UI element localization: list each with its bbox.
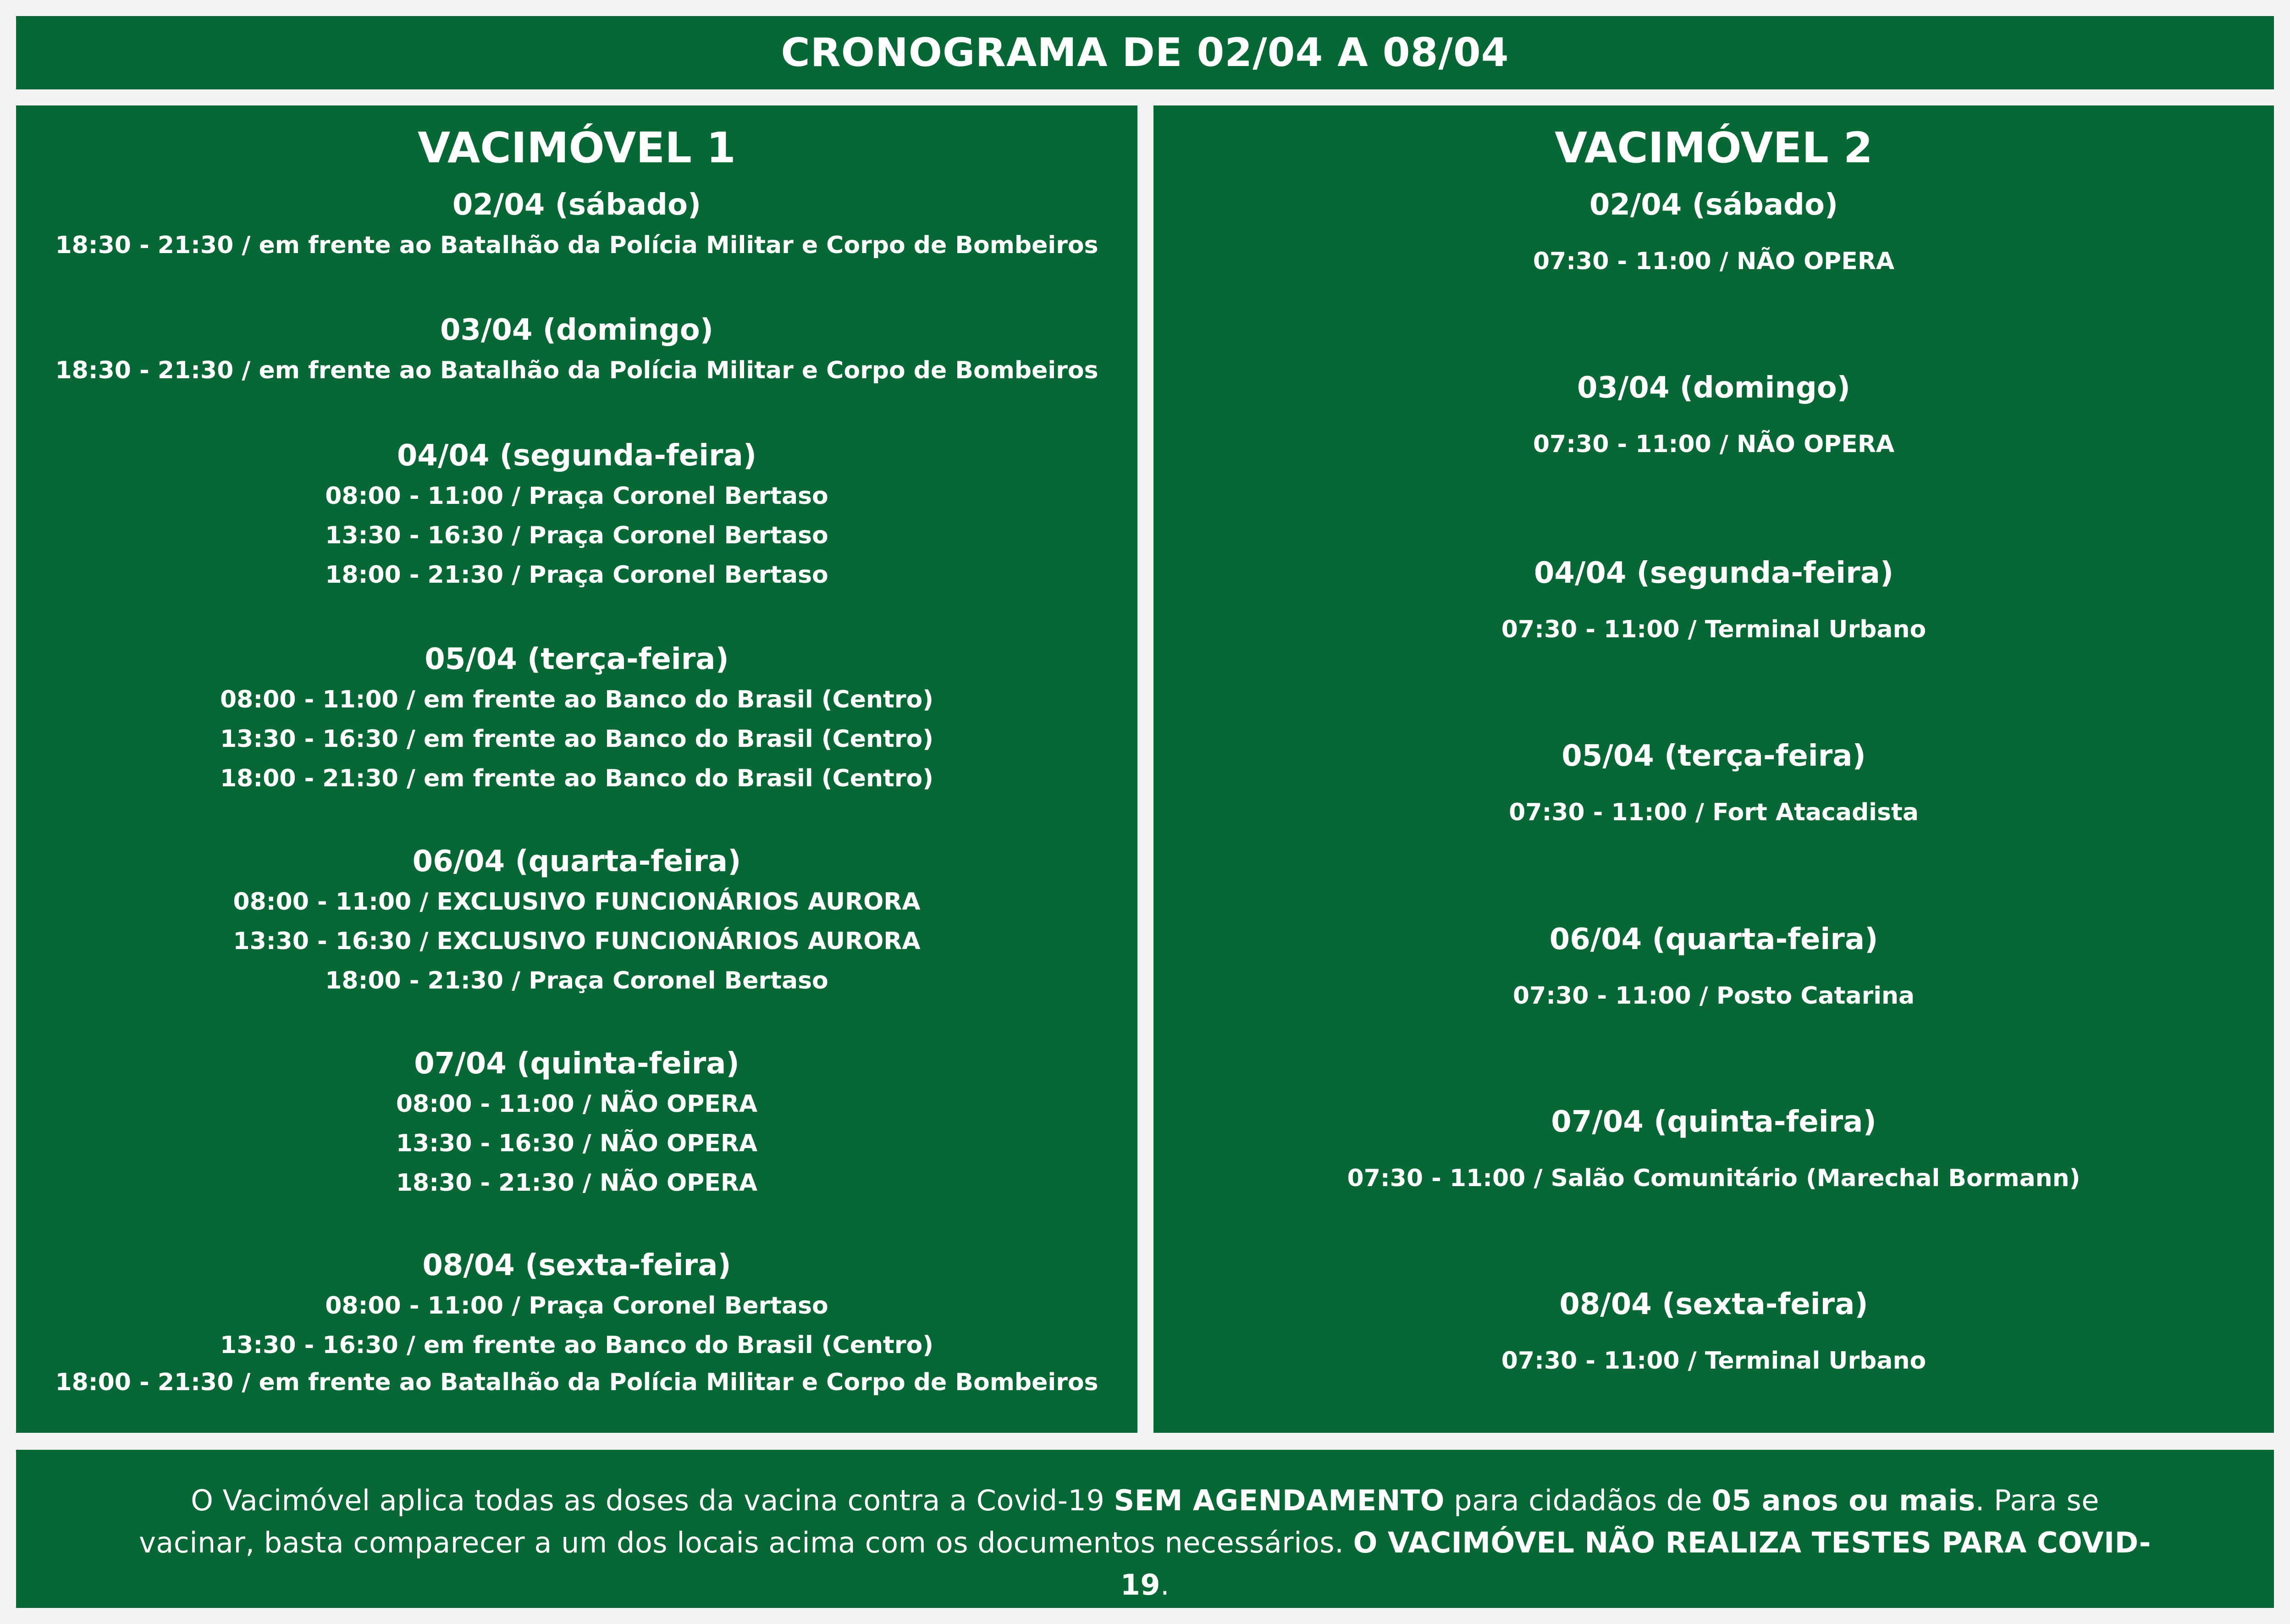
vacimovel-2-day-0204 bbox=[1153, 184, 2274, 279]
vacimovel-1-panel bbox=[16, 105, 1137, 1433]
day-title: 02/04 (sábado) bbox=[452, 188, 701, 222]
time-slot: 07:30 - 11:00 / NÃO OPERA bbox=[1533, 431, 1895, 458]
vacimovel-2-day-0704 bbox=[1153, 1101, 2274, 1196]
schedule-title: CRONOGRAMA DE 02/04 A 08/04 bbox=[781, 30, 1509, 76]
day-title: 05/04 (terça-feira) bbox=[425, 642, 729, 676]
vacimovel-1-day-0404 bbox=[16, 435, 1137, 595]
time-slot: 07:30 - 11:00 / Terminal Urbano bbox=[1501, 616, 1926, 643]
day-title: 06/04 (quarta-feira) bbox=[412, 845, 741, 878]
day-title: 04/04 (segunda-feira) bbox=[1534, 556, 1894, 590]
day-title: 03/04 (domingo) bbox=[440, 313, 714, 347]
vacimovel-2-day-0604 bbox=[1153, 919, 2274, 1013]
time-slot: 07:30 - 11:00 / NÃO OPERA bbox=[1533, 248, 1895, 275]
time-slot: 18:00 - 21:30 / Praça Coronel Bertaso bbox=[325, 561, 828, 589]
vacimovel-1-day-0304 bbox=[16, 309, 1137, 390]
vacimovel-2-title: VACIMÓVEL 2 bbox=[1555, 123, 1873, 172]
footer-text: para cidadãos de bbox=[1444, 1483, 1712, 1517]
vacimovel-2-panel bbox=[1153, 105, 2274, 1433]
vacimovel-1-title: VACIMÓVEL 1 bbox=[418, 123, 736, 172]
time-slot: 08:00 - 11:00 / Praça Coronel Bertaso bbox=[325, 1292, 828, 1320]
time-slot: 07:30 - 11:00 / Posto Catarina bbox=[1512, 982, 1915, 1010]
time-slot: 18:30 - 21:30 / em frente ao Batalhão da Polícia Militar e Corpo de Bombeiros bbox=[55, 357, 1098, 384]
time-slot: 08:00 - 11:00 / EXCLUSIVO FUNCIONÁRIOS AURORA bbox=[233, 888, 921, 916]
day-title: 04/04 (segunda-feira) bbox=[397, 439, 757, 473]
time-slot: 13:30 - 16:30 / em frente ao Banco do Brasil (Centro) bbox=[220, 1331, 933, 1359]
footer-note bbox=[137, 1480, 2154, 1606]
vacimovel-1-day-0204 bbox=[16, 184, 1137, 265]
time-slot: 08:00 - 11:00 / Praça Coronel Bertaso bbox=[325, 482, 828, 510]
time-slot: 07:30 - 11:00 / Terminal Urbano bbox=[1501, 1347, 1926, 1375]
footer-highlight: 05 anos ou mais bbox=[1711, 1483, 1975, 1517]
vacimovel-2-day-0804 bbox=[1153, 1284, 2274, 1378]
vacimovel-2-day-0504 bbox=[1153, 735, 2274, 830]
day-title: 02/04 (sábado) bbox=[1589, 188, 1838, 222]
time-slot: 13:30 - 16:30 / em frente ao Banco do Brasil (Centro) bbox=[220, 725, 933, 753]
time-slot: 13:30 - 16:30 / Praça Coronel Bertaso bbox=[325, 522, 828, 549]
time-slot: 18:00 - 21:30 / em frente ao Banco do Brasil (Centro) bbox=[220, 765, 933, 792]
footer-text: O Vacimóvel aplica todas as doses da vacina contra a Covid-19 bbox=[191, 1483, 1114, 1517]
day-title: 07/04 (quinta-feira) bbox=[1551, 1105, 1876, 1139]
footer-banner bbox=[16, 1450, 2274, 1608]
day-title: 07/04 (quinta-feira) bbox=[414, 1047, 739, 1081]
time-slot: 13:30 - 16:30 / NÃO OPERA bbox=[396, 1130, 758, 1157]
day-title: 06/04 (quarta-feira) bbox=[1549, 922, 1878, 956]
time-slot: 08:00 - 11:00 / NÃO OPERA bbox=[396, 1090, 758, 1118]
footer-text: . Para se vacinar, basta comparecer a um dos locais acima com os documentos necessários. bbox=[139, 1483, 2099, 1559]
time-slot: 18:00 - 21:30 / Praça Coronel Bertaso bbox=[325, 967, 828, 994]
time-slot: 18:30 - 21:30 / NÃO OPERA bbox=[396, 1169, 758, 1197]
vacimovel-1-day-0804 bbox=[16, 1245, 1137, 1400]
day-title: 08/04 (sexta-feira) bbox=[1559, 1287, 1868, 1321]
day-title: 03/04 (domingo) bbox=[1577, 371, 1851, 405]
time-slot: 13:30 - 16:30 / EXCLUSIVO FUNCIONÁRIOS AURORA bbox=[233, 928, 921, 955]
vacimovel-1-day-0504 bbox=[16, 639, 1137, 798]
time-slot: 07:30 - 11:00 / Fort Atacadista bbox=[1509, 799, 1919, 826]
time-slot: 07:30 - 11:00 / Salão Comunitário (Marechal Bormann) bbox=[1347, 1165, 2080, 1192]
day-title: 05/04 (terça-feira) bbox=[1562, 739, 1866, 773]
vacimovel-2-day-0404 bbox=[1153, 552, 2274, 647]
footer-text: . bbox=[1160, 1568, 1170, 1602]
time-slot: 18:30 - 21:30 / em frente ao Batalhão da Polícia Militar e Corpo de Bombeiros bbox=[55, 232, 1098, 259]
vacimovel-2-day-0304 bbox=[1153, 367, 2274, 462]
time-slot: 18:00 - 21:30 / em frente ao Batalhão da Polícia Militar e Corpo de Bombeiros bbox=[55, 1369, 1098, 1396]
day-title: 08/04 (sexta-feira) bbox=[422, 1248, 731, 1282]
vacimovel-1-day-0704 bbox=[16, 1043, 1137, 1203]
footer-highlight: SEM AGENDAMENTO bbox=[1114, 1483, 1445, 1517]
header-banner bbox=[16, 16, 2274, 89]
footer-highlight: O VACIMÓVEL NÃO REALIZA TESTES PARA COVID-19 bbox=[1120, 1525, 2151, 1602]
vacimovel-1-day-0604 bbox=[16, 841, 1137, 1000]
time-slot: 08:00 - 11:00 / em frente ao Banco do Brasil (Centro) bbox=[220, 686, 933, 713]
